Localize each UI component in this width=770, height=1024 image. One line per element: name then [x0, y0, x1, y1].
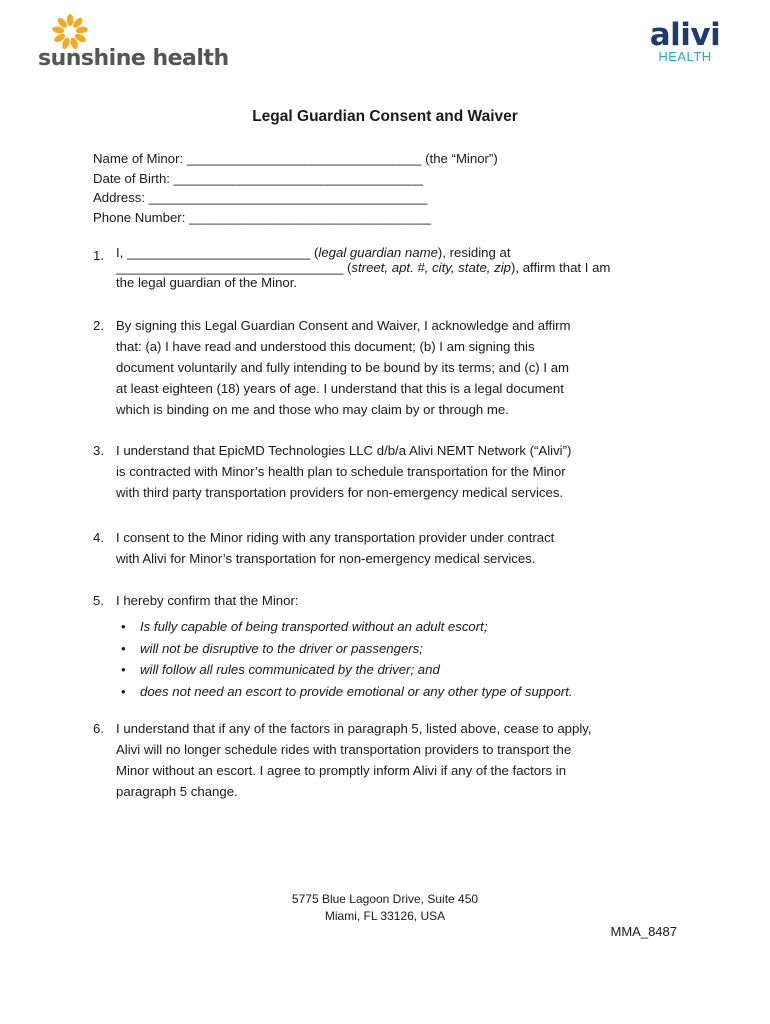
footer-address: [0, 891, 770, 924]
paragraph-body: [116, 527, 693, 569]
paragraph-6: [93, 718, 693, 802]
paragraph-line: I understand that if any of the factors in paragraph 5, listed above, cease to apply,: [116, 721, 592, 736]
italic-span: legal guardian name: [318, 245, 438, 260]
paragraph-line: [116, 245, 693, 260]
paragraph-line: at least eighteen (18) years of age. I understand that this is a legal document: [116, 381, 564, 396]
paragraph-body: [116, 315, 693, 420]
paragraph-line: is contracted with Minor’s health plan to schedule transportation for the Minor: [116, 464, 566, 479]
sunshine-health-logo: [38, 14, 229, 72]
paragraph-line: [116, 260, 693, 275]
document-code: MMA_8487: [610, 924, 677, 939]
alivi-health-subtext: HEALTH: [658, 49, 712, 64]
italic-span: street, apt. #, city, state, zip: [351, 260, 511, 275]
paragraph-number: 6.: [93, 721, 104, 736]
sunshine-health-wordmark: sunshine health: [38, 46, 229, 71]
sun-logo-icon: [52, 14, 88, 50]
paragraph-line: paragraph 5 change.: [116, 784, 238, 799]
paragraph-5: [93, 590, 693, 702]
paragraph-2: [93, 315, 693, 420]
paragraph-number: 2.: [93, 318, 104, 333]
list-item: [121, 659, 693, 681]
paragraph-line: I understand that EpicMD Technologies LLC d/b/a Alivi NEMT Network (“Alivi”): [116, 443, 572, 458]
paragraph-line: By signing this Legal Guardian Consent and Waiver, I acknowledge and affirm: [116, 318, 571, 333]
paragraph-number: 1.: [93, 248, 104, 263]
paragraph-number: 5.: [93, 593, 104, 608]
paragraph-line: with Alivi for Minor’s transportation for non-emergency medical services.: [116, 551, 536, 566]
list-item: [121, 681, 693, 703]
paragraph-line: the legal guardian of the Minor.: [116, 275, 298, 290]
text-span: ), affirm that I am: [510, 260, 611, 275]
name-of-minor-field: Name of Minor: ________________________________ (the “Minor”): [93, 151, 498, 166]
bullet-icon: •: [121, 683, 126, 699]
address-line: Miami, FL 33126, USA: [324, 908, 446, 923]
alivi-wordmark: alivi: [649, 17, 721, 53]
list-item: [121, 616, 693, 638]
paragraph-line: with third party transportation providers for non-emergency medical services.: [116, 485, 564, 500]
paragraph-line: which is binding on me and those who may claim by or through me.: [116, 402, 509, 417]
address-line: 5775 Blue Lagoon Drive, Suite 450: [291, 892, 479, 906]
paragraph-line: that: (a) I have read and understood this document; (b) I am signing this: [116, 339, 535, 354]
paragraph-body: [116, 440, 693, 503]
text-span: ), residing at: [437, 245, 511, 260]
paragraph-body: [116, 245, 693, 290]
paragraph-line: Minor without an escort. I agree to promptly inform Alivi if any of the factors in: [116, 763, 567, 778]
list-item-text: Is fully capable of being transported without an adult escort;: [140, 619, 488, 634]
phone-number-field: Phone Number: _________________________________: [93, 209, 432, 225]
paragraph-body: [116, 590, 693, 611]
paragraph-3: [93, 440, 693, 503]
bullet-icon: •: [121, 640, 126, 656]
text-span: I, _________________________ (: [116, 245, 319, 260]
list-item-text: will not be disruptive to the driver or passengers;: [140, 640, 423, 656]
paragraph-line: Alivi will no longer schedule rides with transportation providers to transport the: [116, 742, 572, 757]
paragraph-intro: I hereby confirm that the Minor:: [116, 593, 299, 608]
address-field: Address: ______________________________________: [93, 190, 428, 205]
list-item-text: does not need an escort to provide emotional or any other type of support.: [140, 683, 573, 699]
list-item-text: will follow all rules communicated by the driver; and: [140, 662, 440, 677]
paragraph-number: 4.: [93, 530, 104, 545]
paragraph-body: [116, 718, 693, 802]
paragraph-4: [93, 527, 693, 569]
alivi-health-logo: [630, 18, 740, 68]
paragraph-1: [93, 245, 693, 290]
text-span: _______________________________ (: [116, 260, 352, 275]
list-item: [121, 638, 693, 660]
bullet-icon: •: [121, 662, 126, 677]
paragraph-number: 3.: [93, 443, 104, 458]
document-title: Legal Guardian Consent and Waiver: [252, 108, 518, 125]
paragraph-line: document voluntarily and fully intending to be bound by its terms; and (c) I am: [116, 360, 570, 375]
date-of-birth-field: Date of Birth: __________________________________: [93, 170, 423, 186]
minor-info-fields: [93, 149, 498, 227]
condition-list: [93, 616, 693, 702]
bullet-icon: •: [121, 619, 126, 634]
paragraph-line: I consent to the Minor riding with any transportation provider under contract: [116, 530, 555, 545]
